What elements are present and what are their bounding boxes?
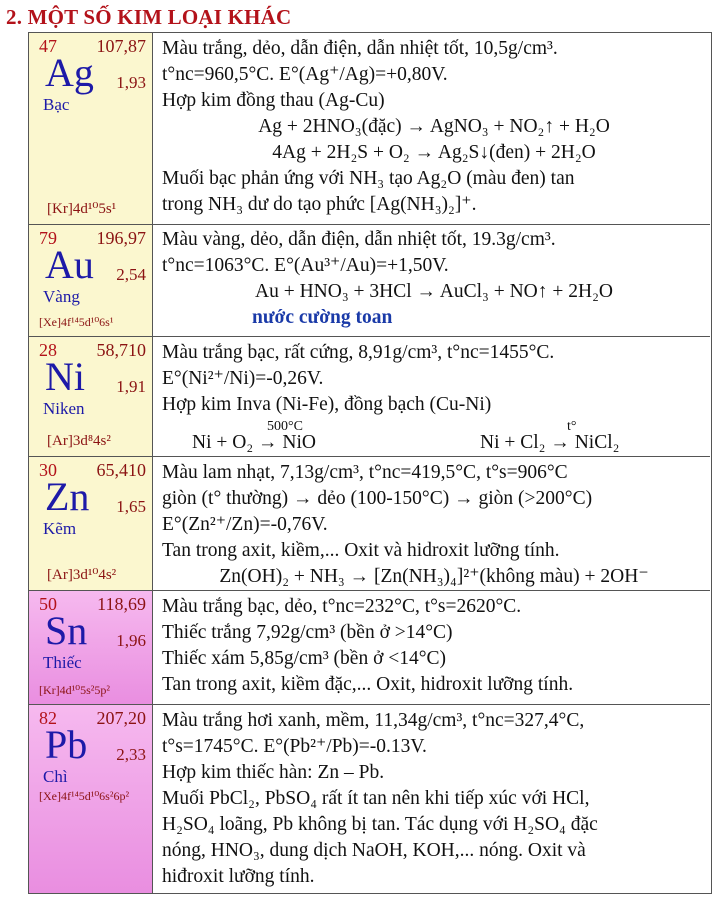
atomic-mass: 207,20 (96, 708, 146, 728)
desc-line: t°s=1745°C. E°(Pb²⁺/Pb)=-0.13V. (162, 736, 427, 757)
element-row-au (29, 225, 710, 337)
desc-line: Màu lam nhạt, 7,13g/cm³, t°nc=419,5°C, t°s=906°C (162, 462, 568, 483)
element-symbol: Au (45, 242, 94, 287)
reaction-equation: Ni + Cl₂ → NiCl₂ (480, 432, 620, 453)
electron-config: [Xe]4f¹⁴5d¹⁰6s²6p² (39, 789, 130, 803)
element-symbol: Ag (45, 50, 94, 95)
element-cell-ag (29, 33, 153, 224)
element-name: Chì (43, 767, 68, 786)
desc-line: Hợp kim đồng thau (Ag-Cu) (162, 90, 385, 111)
element-description-zn (162, 460, 706, 590)
element-description-ni (162, 340, 706, 456)
desc-line: hiđroxit lưỡng tính. (162, 866, 315, 887)
desc-line: Thiếc xám 5,85g/cm³ (bền ở <14°C) (162, 648, 447, 669)
desc-line: Màu trắng bạc, rất cứng, 8,91g/cm³, t°nc=1455°C. (162, 342, 555, 363)
element-symbol: Ni (45, 354, 85, 399)
element-description-au (162, 227, 706, 331)
desc-line: trong NH₃ dư do tạo phức [Ag(NH₃)₂]⁺. (162, 194, 477, 215)
desc-line: E°(Zn²⁺/Zn)=-0,76V. (162, 514, 328, 535)
atomic-number: 50 (39, 594, 57, 614)
electronegativity: 1,91 (116, 377, 146, 396)
element-row-sn (29, 591, 710, 705)
element-cell-zn (29, 457, 153, 590)
element-description-sn (162, 594, 706, 698)
reaction-row (162, 419, 706, 456)
element-description-ag (162, 36, 706, 218)
element-name: Kẽm (43, 519, 77, 538)
desc-line: Hợp kim Inva (Ni-Fe), đồng bạch (Cu-Ni) (162, 394, 492, 415)
element-name: Niken (43, 399, 85, 418)
desc-line: E°(Ni²⁺/Ni)=-0,26V. (162, 368, 324, 389)
desc-line: Tan trong axit, kiềm,... Oxit và hidroxit lưỡng tính. (162, 540, 560, 561)
element-row-ni (29, 337, 710, 457)
reaction-equation: Au + HNO₃ + 3HCl → AuCl₃ + NO↑ + 2H₂O (255, 281, 613, 302)
aqua-regia-label: nước cường toan (252, 307, 393, 328)
element-name: Vàng (43, 287, 80, 306)
desc-line: Muối bạc phản ứng với NH₃ tạo Ag₂O (màu đen) tan (162, 168, 575, 189)
reaction-equation: Zn(OH)₂ + NH₃ → [Zn(NH₃)₄]²⁺(không màu) + 2OH⁻ (219, 566, 649, 587)
atomic-mass: 118,69 (97, 594, 146, 614)
desc-line: Hợp kim thiếc hàn: Zn – Pb. (162, 762, 385, 783)
atomic-number: 82 (39, 708, 57, 728)
metals-table (28, 32, 712, 894)
atomic-number: 47 (39, 36, 57, 56)
element-cell-pb (29, 705, 153, 893)
atomic-number: 79 (39, 228, 57, 248)
element-name: Thiếc (43, 653, 82, 672)
reaction-equation: 4Ag + 2H₂S + O₂ → Ag₂S↓(đen) + 2H₂O (272, 142, 596, 163)
desc-line: Màu trắng bạc, dẻo, t°nc=232°C, t°s=2620°C. (162, 596, 522, 617)
electronegativity: 2,33 (116, 745, 146, 764)
reaction-equation: Ni + O₂ → NiO (192, 432, 316, 453)
desc-line: Màu trắng, dẻo, dẫn điện, dẫn nhiệt tốt, 10,5g/cm³. (162, 38, 558, 59)
element-cell-sn (29, 591, 153, 704)
desc-line: Màu trắng hơi xanh, mềm, 11,34g/cm³, t°nc=327,4°C, (162, 710, 585, 731)
arrow-condition: t° (567, 419, 577, 434)
atomic-number: 28 (39, 340, 57, 360)
atomic-mass: 107,87 (96, 36, 146, 56)
element-cell-au (29, 225, 153, 336)
desc-line: t°nc=1063°C. E°(Au³⁺/Au)=+1,50V. (162, 255, 449, 276)
desc-line: H₂SO₄ loãng, Pb không bị tan. Tác dụng với H₂SO₄ đặc (162, 814, 598, 835)
desc-line: Màu vàng, dẻo, dẫn điện, dẫn nhiệt tốt, 19.3g/cm³. (162, 229, 556, 250)
electron-config: [Ar]3d¹⁰4s² (47, 567, 117, 583)
atomic-mass: 65,410 (96, 460, 146, 480)
element-description-pb (162, 708, 706, 890)
desc-line: Tan trong axit, kiềm đặc,... Oxit, hidroxit lưỡng tính. (162, 674, 574, 695)
electron-config: [Xe]4f¹⁴5d¹⁰6s¹ (39, 315, 114, 329)
element-row-pb (29, 705, 710, 893)
section-title: 2. MỘT SỐ KIM LOẠI KHÁC (6, 5, 292, 29)
electronegativity: 1,96 (116, 631, 146, 650)
electron-config: [Kr]4d¹⁰5s²5p² (39, 683, 110, 697)
atomic-mass: 196,97 (96, 228, 146, 248)
desc-line: giòn (t° thường) → dẻo (100-150°C) → giòn (>200°C) (162, 488, 593, 509)
desc-line: Muối PbCl₂, PbSO₄ rất ít tan nên khi tiếp xúc với HCl, (162, 788, 590, 809)
desc-line: nóng, HNO₃, dung dịch NaOH, KOH,... nóng. Oxit và (162, 840, 586, 861)
electron-config: [Kr]4d¹⁰5s¹ (47, 201, 117, 217)
electronegativity: 1,65 (116, 497, 146, 516)
arrow-condition: 500°C (267, 419, 303, 434)
element-cell-ni (29, 337, 153, 456)
element-symbol: Sn (45, 608, 88, 653)
element-name: Bạc (43, 95, 70, 114)
electron-config: [Ar]3d⁸4s² (47, 433, 111, 449)
atomic-number: 30 (39, 460, 57, 480)
element-row-zn (29, 457, 710, 591)
desc-line: t°nc=960,5°C. E°(Ag⁺/Ag)=+0,80V. (162, 64, 448, 85)
electronegativity: 1,93 (116, 73, 146, 92)
desc-line: Thiếc trắng 7,92g/cm³ (bền ở >14°C) (162, 622, 453, 643)
reaction-equation: Ag + 2HNO₃(đặc) → AgNO₃ + NO₂↑ + H₂O (258, 116, 610, 137)
element-row-ag (29, 33, 710, 225)
atomic-mass: 58,710 (96, 340, 146, 360)
element-symbol: Pb (45, 722, 88, 767)
electronegativity: 2,54 (116, 265, 146, 284)
element-symbol: Zn (45, 474, 90, 519)
